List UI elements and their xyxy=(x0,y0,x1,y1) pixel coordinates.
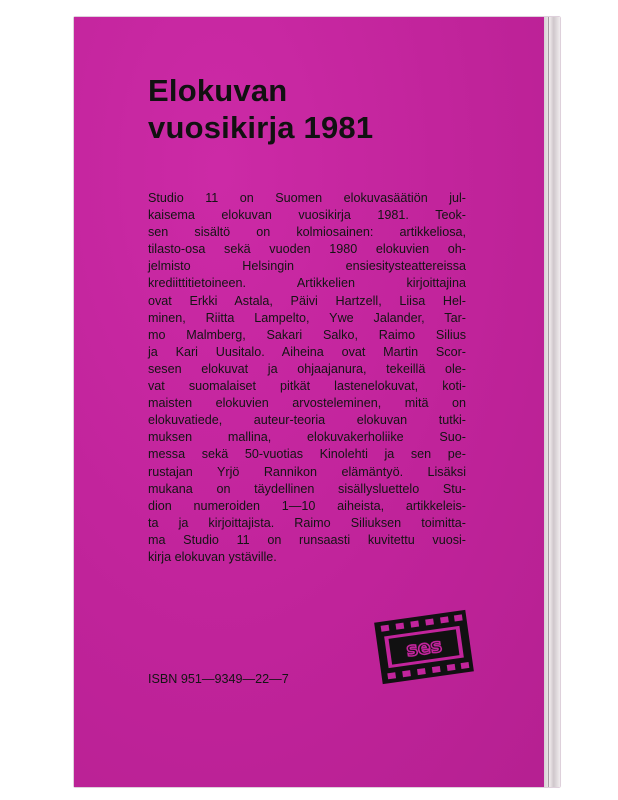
blurb-line: Studio 11 on Suomen elokuvasäätiön jul- xyxy=(148,191,466,205)
blurb-line: jelmisto Helsingin ensiesitysteattereissa xyxy=(148,259,466,274)
blurb-line: muksen mallina, elokuvakerholiike Suo- xyxy=(148,430,466,445)
blurb-line: minen, Riitta Lampelto, Ywe Jalander, Tar- xyxy=(148,310,466,325)
blurb-line: vat suomalaiset pitkät lastenelokuvat, koti- xyxy=(148,379,466,394)
blurb-line: mo Malmberg, Sakari Salko, Raimo Silius xyxy=(148,327,466,342)
blurb-line: mukana on täydellinen sisällysluettelo Stu- xyxy=(148,481,466,496)
book-title xyxy=(148,72,373,146)
blurb-line: ma Studio 11 on runsaasti kuvitettu vuosi- xyxy=(148,532,466,547)
blurb-line: messa sekä 50-vuotias Kinolehti ja sen pe- xyxy=(148,447,466,462)
blurb-line: kirja elokuvan ystäville. xyxy=(148,549,277,564)
logo-text: ses xyxy=(405,634,444,662)
blurb-line: kaisema elokuvan vuosikirja 1981. Teok- xyxy=(148,208,466,223)
blurb-line: maisten elokuvien arvosteleminen, mitä on xyxy=(148,396,466,411)
film-strip-logo-icon xyxy=(372,606,476,688)
title-line-1: Elokuvan xyxy=(148,73,288,108)
blurb-line: sesen elokuvat ja ohjaajanura, tekeillä ole- xyxy=(148,361,466,376)
blurb-line: ta ja kirjoittajista. Raimo Siliuksen toimitta- xyxy=(148,515,466,530)
blurb-line: elokuvatiede, auteur-teoria elokuvan tutki- xyxy=(148,413,466,428)
blurb-line: dion numeroiden 1—10 aiheista, artikkeleis- xyxy=(148,498,466,513)
blurb-line: ovat Erkki Astala, Päivi Hartzell, Liisa Hel- xyxy=(148,293,466,308)
book-spine xyxy=(544,17,560,787)
title-line-2: vuosikirja 1981 xyxy=(148,110,374,145)
blurb-line: tilasto-osa sekä vuoden 1980 elokuvien oh- xyxy=(148,242,466,257)
spine-crease xyxy=(548,17,549,787)
blurb-line: ja Kari Uusitalo. Aiheina ovat Martin Scor- xyxy=(148,344,466,359)
blurb-line: rustajan Yrjö Rannikon elämäntyö. Lisäksi xyxy=(148,464,466,479)
isbn: ISBN 951—9349—22—7 xyxy=(148,672,289,686)
blurb-line: sen sisältö on kolmiosainen: artikkeliosa, xyxy=(148,225,466,240)
blurb-text xyxy=(148,190,466,566)
blurb-line: krediittitietoineen. Artikkelien kirjoittajina xyxy=(148,276,466,291)
